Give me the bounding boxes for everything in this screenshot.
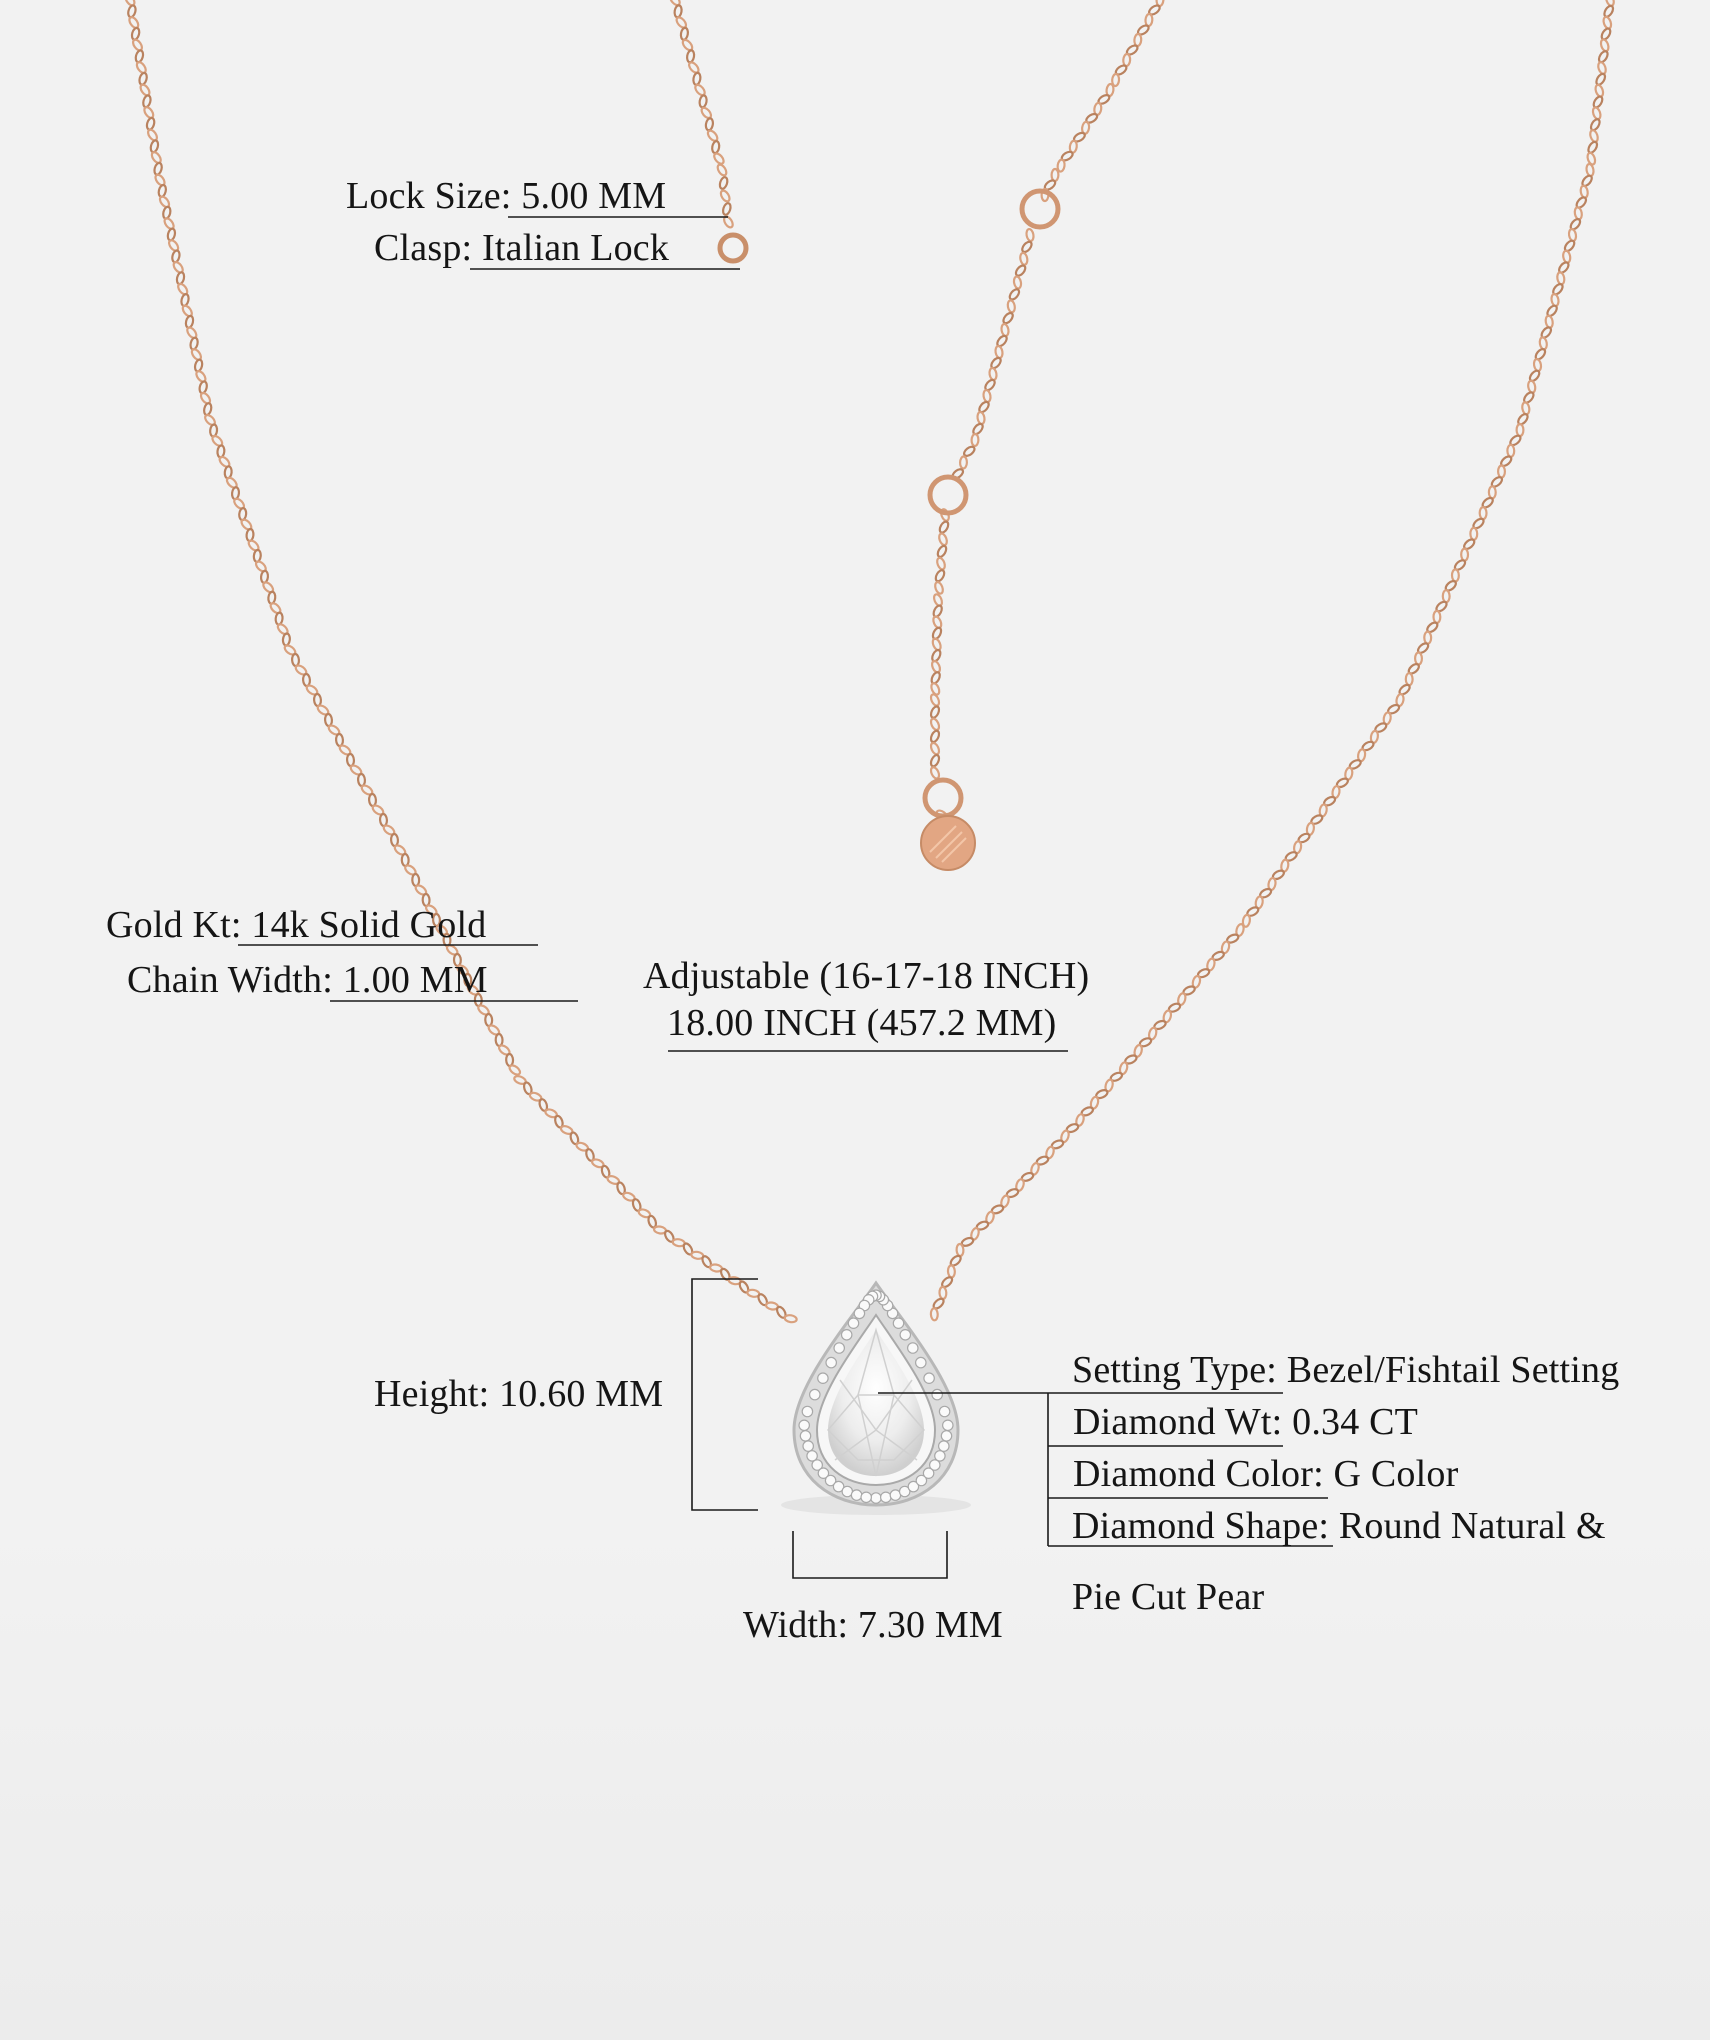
chain-link <box>1521 402 1530 415</box>
halo-diamond <box>924 1373 934 1383</box>
halo-diamond <box>834 1343 844 1353</box>
chain-link <box>153 162 163 175</box>
chain-link <box>150 140 160 153</box>
chain-link <box>268 591 276 604</box>
diamond-wt-label: Diamond Wt: <box>1073 1401 1283 1443</box>
chain-link <box>784 1314 797 1323</box>
chain-link <box>929 730 940 744</box>
chain-link <box>934 569 946 583</box>
chain-link <box>1480 507 1487 519</box>
chain-link <box>253 550 261 563</box>
chain-link <box>325 714 333 726</box>
chain-link <box>1406 673 1413 685</box>
extender-tag-icon <box>921 816 975 870</box>
chain-link <box>1592 95 1604 109</box>
chain-link <box>1134 34 1142 46</box>
chain-link <box>1019 252 1028 265</box>
chain-link <box>1568 229 1577 242</box>
chain-link <box>1498 465 1505 477</box>
chain-link <box>1424 632 1431 644</box>
chain-link <box>719 176 729 190</box>
gold-kt-label: Gold Kt: <box>106 904 242 946</box>
chain-link <box>485 1014 492 1026</box>
chain-link <box>167 228 176 241</box>
diamond-shape-label: Diamond Shape: <box>1072 1505 1330 1547</box>
chain-link <box>719 189 731 203</box>
chain-link <box>948 1265 955 1277</box>
diamond-color-label: Diamond Color: <box>1073 1453 1324 1495</box>
chain-link <box>1013 276 1022 289</box>
chain-link <box>402 854 409 866</box>
chain-link <box>989 368 998 381</box>
chain-link <box>1589 129 1599 143</box>
halo-diamond <box>943 1420 953 1430</box>
chain-link <box>971 434 978 446</box>
chain-link <box>699 95 708 108</box>
chain-link <box>138 72 148 85</box>
halo-diamond <box>935 1451 945 1461</box>
chain-link <box>1556 272 1565 285</box>
chain-link <box>1527 380 1536 393</box>
chain-link <box>1592 107 1602 121</box>
chain-link <box>303 674 311 686</box>
chain-link <box>282 633 290 646</box>
halo-diamond <box>939 1406 949 1416</box>
halo-diamond <box>861 1492 871 1502</box>
chain-link <box>1507 445 1514 457</box>
gold-kt-spec <box>106 903 486 947</box>
chain-link <box>1145 14 1153 26</box>
chain-link <box>686 50 695 63</box>
clasp-spec <box>374 226 669 270</box>
chain-link <box>506 1054 513 1066</box>
floor-shade <box>0 1500 1710 2040</box>
lock-clasp-icon <box>720 235 746 261</box>
extender-ring <box>1022 191 1058 227</box>
halo-diamond <box>939 1441 949 1451</box>
chain-link <box>983 390 992 403</box>
chain-link <box>1539 337 1548 350</box>
chain-link <box>929 754 940 768</box>
chain-link <box>1603 4 1615 18</box>
chain-link <box>929 693 940 707</box>
chain-link <box>995 346 1004 359</box>
diamond-shape-value: Round Natural & <box>1338 1505 1606 1547</box>
length-text: 18.00 INCH (457.2 MM) <box>667 1002 1057 1044</box>
halo-diamond <box>842 1330 852 1340</box>
chain-link <box>292 654 300 666</box>
chain-link <box>1587 140 1599 154</box>
diamond-color-value: G Color <box>1333 1453 1459 1495</box>
chain-link <box>369 794 377 806</box>
chain-link <box>1452 569 1459 581</box>
diamond-wt-value: 0.34 CT <box>1292 1401 1419 1443</box>
chain-link <box>939 1287 946 1299</box>
clasp-label: Clasp: <box>374 227 473 269</box>
halo-diamond <box>802 1406 812 1416</box>
diamond-color-spec <box>1073 1452 1458 1496</box>
chain-link <box>716 163 728 177</box>
chain-link <box>131 27 141 40</box>
chain-link <box>347 754 355 766</box>
chain-link <box>929 742 940 756</box>
chain-link <box>1001 324 1010 337</box>
chain-link <box>1461 549 1468 561</box>
chain-link <box>1014 264 1027 278</box>
chain-link <box>1594 84 1604 98</box>
setting-type-value: Bezel/Fishtail Setting <box>1286 1349 1620 1391</box>
chain-link <box>932 604 943 618</box>
chain-link <box>674 5 683 18</box>
chain-link <box>1443 590 1450 602</box>
chain-link <box>936 545 948 559</box>
width-spec <box>743 1603 1003 1647</box>
chain-link <box>1415 652 1422 664</box>
chain-link <box>391 834 399 846</box>
chain-link <box>931 1308 938 1320</box>
chain-link <box>1589 118 1601 132</box>
chain-link <box>224 466 232 479</box>
chain-link <box>705 118 714 131</box>
chain-link <box>956 1244 963 1256</box>
halo-diamond <box>818 1373 828 1383</box>
chain-link <box>1600 39 1610 53</box>
length-adjustable-text: Adjustable (16-17-18 INCH) <box>643 955 1090 997</box>
chain-link <box>936 557 947 571</box>
chain-link <box>314 694 322 706</box>
chain-link <box>1051 169 1058 181</box>
chain-link <box>1470 528 1477 540</box>
width-label: Width: <box>743 1604 849 1646</box>
chain-link <box>1433 611 1440 623</box>
halo-diamond <box>900 1330 910 1340</box>
extender-rings <box>925 191 1058 816</box>
gold-kt-value: 14k Solid Gold <box>251 904 487 946</box>
height-label: Height: <box>374 1373 490 1415</box>
chain-link <box>977 412 986 425</box>
chain-link <box>680 27 689 40</box>
height-spec <box>374 1372 663 1416</box>
chain-link <box>336 734 344 746</box>
chain-link <box>1489 486 1496 498</box>
chain-link <box>1123 54 1131 66</box>
height-value: 10.60 MM <box>499 1373 664 1415</box>
chain-link <box>380 814 388 826</box>
chain-width-label: Chain Width: <box>127 959 334 1001</box>
chain-link <box>934 581 945 595</box>
halo-diamond <box>881 1492 891 1502</box>
halo-diamond <box>916 1357 926 1367</box>
chain-link <box>495 1034 502 1046</box>
chain-link <box>1600 27 1612 41</box>
chain-link <box>1597 61 1607 75</box>
chain-link <box>1602 16 1612 30</box>
chain-link <box>210 424 218 437</box>
chain-link <box>929 717 940 731</box>
chain-link <box>217 445 225 458</box>
lock-size-value: 5.00 MM <box>521 175 667 217</box>
halo-diamond <box>932 1389 942 1399</box>
chain-width-spec <box>127 958 488 1002</box>
chain-link <box>930 671 941 685</box>
chain-link <box>711 141 720 154</box>
extender-ring <box>930 477 966 513</box>
diamond-shape-value-continued: Pie Cut Pear <box>1072 1576 1265 1618</box>
chain-link <box>960 456 967 468</box>
lock-size-label: Lock Size: <box>346 175 512 217</box>
chain-link <box>232 487 240 500</box>
chain-link <box>929 705 940 719</box>
halo-diamond <box>810 1389 820 1399</box>
halo-diamond <box>941 1431 951 1441</box>
halo-diamond <box>851 1490 861 1500</box>
halo-diamond <box>893 1318 903 1328</box>
halo-diamond <box>871 1493 881 1503</box>
chain-link <box>412 874 419 886</box>
chain-link <box>203 402 212 415</box>
chain-link <box>358 774 366 786</box>
chain-link <box>938 520 950 534</box>
halo-diamond <box>908 1343 918 1353</box>
chain-link <box>1574 207 1583 220</box>
halo-diamond <box>854 1308 864 1318</box>
chain-link <box>693 72 702 85</box>
chain-link <box>938 532 949 546</box>
halo-diamond <box>799 1420 809 1430</box>
chain-link <box>1533 359 1542 372</box>
chain-link <box>1007 300 1016 313</box>
chain-link <box>1516 424 1523 436</box>
chain-link <box>261 570 269 583</box>
diamond-shape-spec <box>1072 1504 1606 1548</box>
chain-link <box>1020 240 1033 254</box>
chain-link <box>1002 311 1015 325</box>
clasp-value: Italian Lock <box>482 227 670 269</box>
lock-size-spec <box>346 174 666 218</box>
chain-link <box>1008 288 1021 302</box>
chain-link <box>929 766 940 780</box>
chain-link <box>275 612 283 625</box>
chain-link <box>1595 72 1607 86</box>
halo-diamond <box>803 1441 813 1451</box>
chain-link <box>722 202 732 216</box>
chain-link <box>127 5 137 18</box>
chain-link <box>1580 185 1589 198</box>
halo-diamond <box>826 1357 836 1367</box>
chain-link <box>712 152 725 166</box>
halo-diamond <box>800 1431 810 1441</box>
chain-link <box>508 1064 522 1077</box>
chain-link <box>930 682 941 696</box>
chain-link <box>1551 294 1560 307</box>
chain-link <box>1562 250 1571 263</box>
chain-link <box>142 95 152 108</box>
width-value: 7.30 MM <box>857 1604 1003 1646</box>
chain-link <box>1545 315 1554 328</box>
setting-type-spec <box>1072 1348 1619 1392</box>
pear-pendant-icon <box>781 1283 971 1515</box>
chain-link <box>1597 50 1609 64</box>
chain-link <box>246 529 254 542</box>
diamond-wt-spec <box>1073 1400 1418 1444</box>
chain-link <box>239 508 247 521</box>
chain-link <box>146 117 156 130</box>
chain-link <box>135 50 145 63</box>
chain-link <box>1026 228 1035 241</box>
setting-type-label: Setting Type: <box>1072 1349 1278 1391</box>
halo-diamond <box>848 1318 858 1328</box>
chain-width-value: 1.00 MM <box>342 959 488 1001</box>
